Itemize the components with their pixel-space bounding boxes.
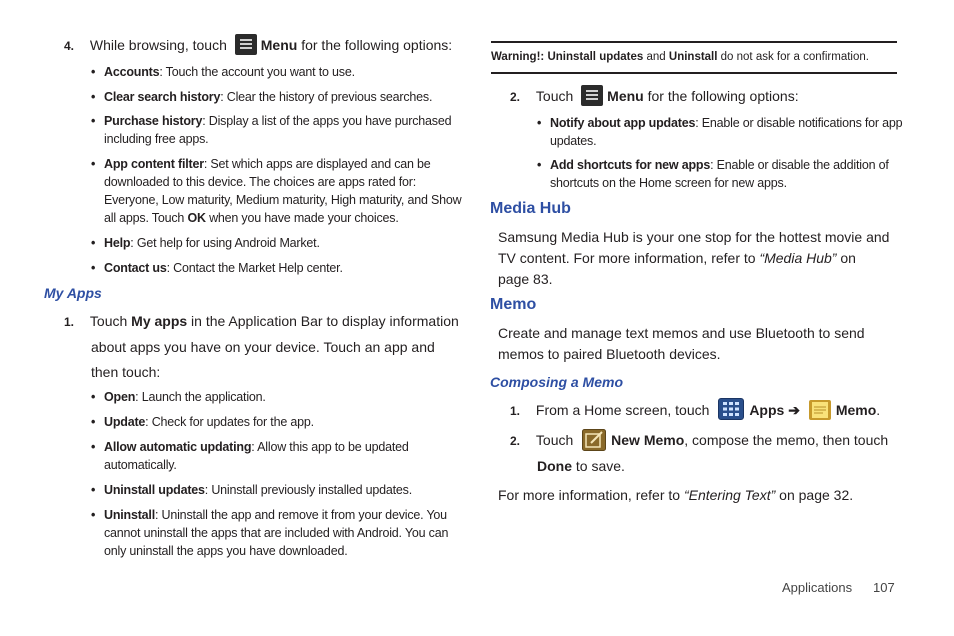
list-item: • Accounts: Touch the account you want to use. — [91, 65, 355, 79]
warning-box: Warning!: Uninstall updates and Uninstall do not ask for a confirmation. — [491, 41, 897, 74]
list-item: • Update: Check for updates for the app. — [91, 415, 314, 429]
list-item: • Notify about app updates: Enable or disable notifications for app updates. — [537, 116, 903, 148]
media-hub-paragraph: Samsung Media Hub is your one stop for the hottest movie and TV content. For more information, refer to “Media Hub” on page 83. — [498, 229, 890, 287]
step-1: 1. Touch My apps in the Application Bar to display information about apps you have on your device. Touch an app and then touch: — [64, 313, 459, 380]
list-item: • Purchase history: Display a list of the apps you have purchased including free apps. — [91, 114, 452, 146]
list-item: • Allow automatic updating: Allow this app to be updated automatically. — [91, 440, 409, 472]
my-apps-heading: My Apps — [44, 285, 102, 301]
apps-icon — [718, 398, 744, 420]
media-hub-heading: Media Hub — [490, 200, 571, 217]
composing-memo-heading: Composing a Memo — [490, 374, 624, 390]
memo-step-1: 1. From a Home screen, touch Apps ➔ Memo. — [510, 398, 880, 421]
step-2: 2. Touch Menu for the following options: — [510, 85, 799, 107]
memo-paragraph: Create and manage text memos and use Bluetooth to send memos to paired Bluetooth devices. — [498, 325, 865, 362]
list-item: • Help: Get help for using Android Market. — [91, 236, 320, 250]
list-item: • Open: Launch the application. — [91, 390, 266, 404]
menu-icon — [581, 85, 603, 106]
memo-step-2: 2. Touch New Memo, compose the memo, then touch Done to save. — [510, 428, 888, 479]
list-item: • Uninstall updates: Uninstall previously installed updates. — [91, 483, 412, 497]
step-4: 4. While browsing, touch Menu for the following options: — [64, 34, 452, 56]
memo-app-icon — [808, 399, 832, 421]
footer-section: Applications — [782, 580, 853, 595]
list-item: • App content filter: Set which apps are displayed and can be downloaded to this device. The choices are apps rated for: Everyone, Low maturity, Medium maturity, High maturity, and Show all apps. Touch OK when you have made your choices. — [91, 157, 462, 225]
list-item: • Clear search history: Clear the history of previous searches. — [91, 90, 433, 104]
more-info-paragraph: For more information, refer to “Entering Text” on page 32. — [498, 487, 854, 503]
menu-icon — [235, 34, 257, 55]
new-memo-icon — [582, 429, 606, 451]
memo-heading: Memo — [490, 296, 537, 313]
list-item: • Add shortcuts for new apps: Enable or disable the addition of shortcuts on the Home screen for new apps. — [537, 158, 889, 190]
page-number: 107 — [873, 580, 895, 595]
list-item: • Uninstall: Uninstall the app and remove it from your device. You cannot uninstall the apps that are included with Android. You can only uninstall the apps you have downloaded. — [91, 508, 449, 558]
list-item: • Contact us: Contact the Market Help center. — [91, 261, 343, 275]
